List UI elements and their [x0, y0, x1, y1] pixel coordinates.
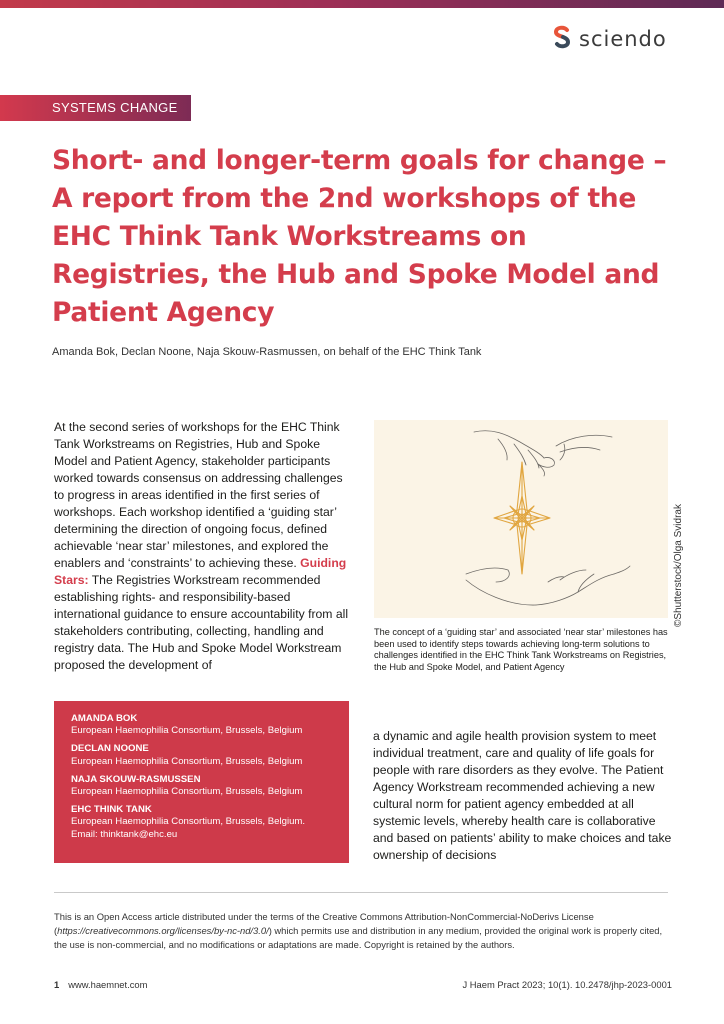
intro-text-continued: The Registries Workstream recommended establishing rights- and responsibility-based international guidance to ensure accountability from all stakeholders contributing, collecting, handling and registry data. The Hub and Spoke Model Workstream proposed the development of [54, 573, 349, 672]
license-statement [54, 910, 672, 952]
guiding-stars-highlight: Guiding Stars: [54, 556, 347, 587]
license-text: This is an Open Access article distributed under the terms of the Creative Commons Attribution-NonCommercial-NoDerivs License ( [54, 911, 594, 936]
sciendo-s-icon [552, 25, 572, 54]
affiliation-item [71, 774, 349, 799]
affiliation-org: European Haemophilia Consortium, Brussels, Belgium. [71, 816, 306, 828]
header-gradient-bar [0, 0, 724, 8]
figure-caption: The concept of a ‘guiding star’ and associated ‘near star’ milestones has been used to identify steps towards achieving long-term solutions to challenges identified in the EHC Think Tank Workstreams on Registries, the Hub and Spoke Model, and Patient Agency [374, 627, 668, 672]
license-text-continued: ) which permits use and distribution in any medium, provided the original work is properly cited, the use is non-commercial, and no modifications or adaptations are made. Copyright is retained by the authors. [54, 925, 663, 950]
footer-left [54, 979, 147, 990]
image-credit-text: ©Shutterstock/Olga Svidrak [673, 504, 684, 627]
affiliation-item [71, 743, 349, 768]
author-list: Amanda Bok, Declan Noone, Naja Skouw-Rasmussen, on behalf of the EHC Think Tank [52, 346, 482, 358]
intro-text: At the second series of workshops for the EHC Think Tank Workstreams on Registries, Hub and Spoke Model and Patient Agency, stakeholder participants worked towards consensus on addressing challenges to progress in areas identified in the first series of workshops. Each workshop identified a ‘guiding star’ determining the direction of ongoing focus, defined achievable ‘near star’ milestones, and explored the enablers and ‘constraints’ to achieving these. [54, 420, 343, 570]
license-link[interactable]: https://creativecommons.org/licenses/by-nc-nd/3.0/ [57, 925, 269, 936]
affiliation-org: European Haemophilia Consortium, Brussels, Belgium [71, 755, 303, 767]
logo-text: sciendo [579, 27, 667, 51]
article-title: Short- and longer-term goals for change – A report from the 2nd workshops of the EHC Think Tank Workstreams on Registries, the Hub and Spoke Model and Patient Agency [52, 145, 667, 328]
affiliation-name: EHC THINK TANK [71, 803, 152, 815]
affiliation-name: AMANDA BOK [71, 713, 138, 724]
affiliation-org: European Haemophilia Consortium, Brussels, Belgium [71, 725, 303, 737]
affiliation-org: European Haemophilia Consortium, Brussels, Belgium [71, 786, 303, 798]
section-tag: SYSTEMS CHANGE [0, 95, 191, 121]
affiliation-name: DECLAN NOONE [71, 743, 149, 755]
affiliation-item [71, 713, 349, 738]
sciendo-logo[interactable] [552, 26, 667, 52]
affiliation-item [71, 804, 349, 841]
affiliation-email[interactable]: Email: thinktank@ehc.eu [71, 828, 178, 840]
affiliation-name: NAJA SKOUW-RASMUSSEN [71, 773, 201, 785]
journal-citation: J Haem Pract 2023; 10(1). 10.2478/jhp-2023-0001 [462, 979, 672, 990]
page-number: 1 [54, 979, 60, 990]
author-affiliations-box [54, 701, 349, 863]
guiding-star-figure [374, 420, 668, 618]
journal-site-link[interactable]: www.haemnet.com [68, 979, 148, 990]
footer-divider [54, 892, 668, 893]
intro-paragraph [54, 419, 354, 674]
body-continuation: a dynamic and agile health provision system to meet individual treatment, care and quality of life goals for people with rare disorders as they evolve. The Patient Agency Workstream recommended achieving a new cultural norm for patient agency embedded at all systemic levels, whereby health care is collaborative and based on patients’ ability to make choices and take ownership of decisions [373, 729, 672, 862]
hands-star-illustration [374, 420, 668, 618]
